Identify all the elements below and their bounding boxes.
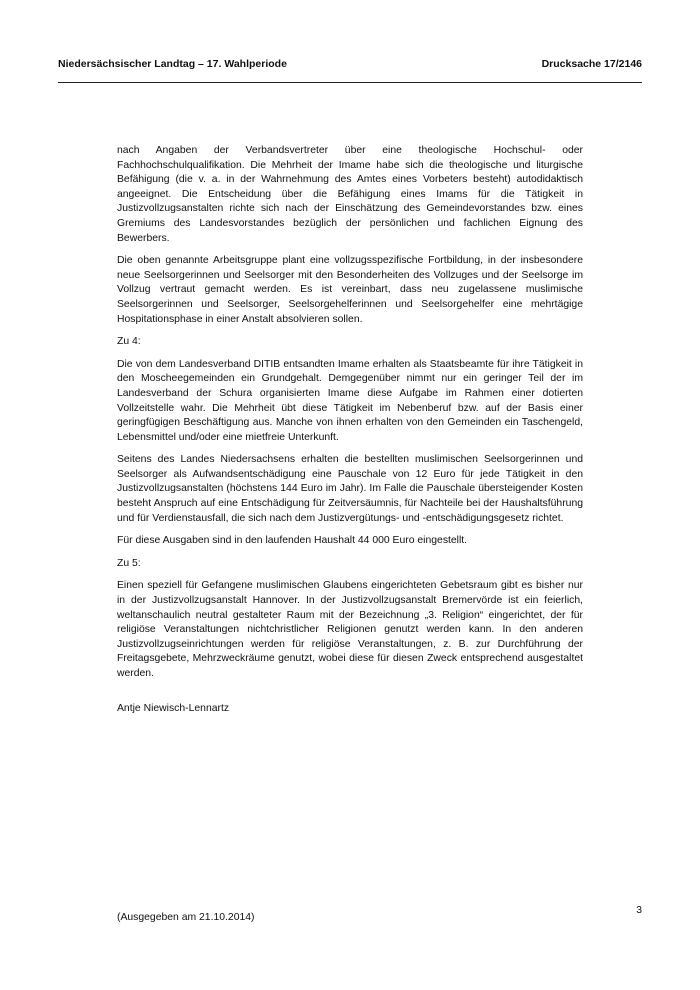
- document-body: [117, 144, 583, 724]
- page-number: 3: [636, 905, 642, 916]
- section-label-4: Zu 4:: [117, 336, 141, 348]
- issue-date: (Ausgegeben am 21.10.2014): [117, 912, 255, 923]
- paragraph-qualification: nach Angaben der Verbandsvertreter über eine theologische Hochschul- oder Fachhochschulqualifikation. Die Mehrheit der Imame habe sich die theologische und liturgische Befähigung (die v. a. in der Wahrnehmung des Amtes eines Vorbeters besteht) autodidaktisch angeeignet. Die Entscheidung über die Befähigung eines Imams für die Tätigkeit in Justizvollzugsanstalten richte sich nach der Einschätzung des Gemeindevorstandes bzw. eines Gremiums des Landesvorstandes bezüglich der persönlichen und fachlichen Eignung des Bewerbers.: [117, 145, 583, 244]
- header-document-number: Drucksache 17/2146: [541, 58, 642, 70]
- header-divider: [58, 82, 642, 83]
- header-parliament-title: Niedersächsischer Landtag – 17. Wahlperiode: [58, 58, 287, 70]
- paragraph-prayer-rooms: Einen speziell für Gefangene muslimischen Glaubens eingerichteten Gebetsraum gibt es bisher nur in der Justizvollzugsanstalt Hannover. In der Justizvollzugsanstalt Bremervörde ist ein feierlich, weltanschaulich neutral gestalteter Raum mit der Bezeichnung „3. Religion“ eingerichtet, der für religiöse Veranstaltungen nichtchristlicher Religionen genutzt werden kann. In den anderen Justizvollzugseinrichtungen werden für religiöse Veranstaltungen, z. B. zur Durchführung der Freitagsgebete, Mehrzweckräume genutzt, wobei diese für diesen Zweck entsprechend ausgestaltet werden.: [117, 580, 583, 679]
- signature: Antje Niewisch-Lennartz: [117, 702, 230, 714]
- section-label-5: Zu 5:: [117, 557, 141, 569]
- page-header: [58, 55, 642, 73]
- paragraph-training: Die oben genannte Arbeitsgruppe plant eine vollzugsspezifische Fortbildung, in der insbesondere neue Seelsorgerinnen und Seelsorger mit den Besonderheiten des Vollzuges und der Seelsorge im Vollzug vertraut gemacht werden. Es ist vereinbart, dass neu zugelassene muslimische Seelsorgerinnen und Seelsorger, Seelsorgehelferinnen und Seelsorgehelfer eine mehrtägige Hospitationsphase in einer Anstalt absolvieren sollen.: [117, 255, 583, 325]
- paragraph-remuneration: Die von dem Landesverband DITIB entsandten Imame erhalten als Staatsbeamte für ihre Tätigkeit in den Moscheegemeinden ein Grundgehalt. Demgegenüber nimmt nur ein geringer Teil der im Landesverband der Schura organisierten Imame diese Aufgabe im Rahmen einer dotierten Vollzeitstelle wahr. Die Mehrheit übt diese Tätigkeit im Nebenberuf bzw. auf der Basis einer geringfügigen Beschäftigung aus. Manche von ihnen erhalten von den Gemeinden ein Taschengeld, Lebensmittel und/oder eine mietfreie Unterkunft.: [117, 358, 583, 443]
- paragraph-budget: Für diese Ausgaben sind in den laufenden Haushalt 44 000 Euro eingestellt.: [117, 535, 468, 547]
- paragraph-allowance: Seitens des Landes Niedersachsens erhalten die bestellten muslimischen Seelsorgerinnen und Seelsorger als Aufwandsentschädigung eine Pauschale von 12 Euro für jede Tätigkeit in den Justizvollzugsanstalten (höchstens 144 Euro im Jahr). Im Falle die Pauschale übersteigender Kosten besteht Anspruch auf eine Entschädigung für Zeitversäumnis, für Nachteile bei der Haushaltsführung und für Verdienstausfall, die sich nach dem Justizvergütungs- und -entschädigungsgesetz richtet.: [117, 454, 583, 524]
